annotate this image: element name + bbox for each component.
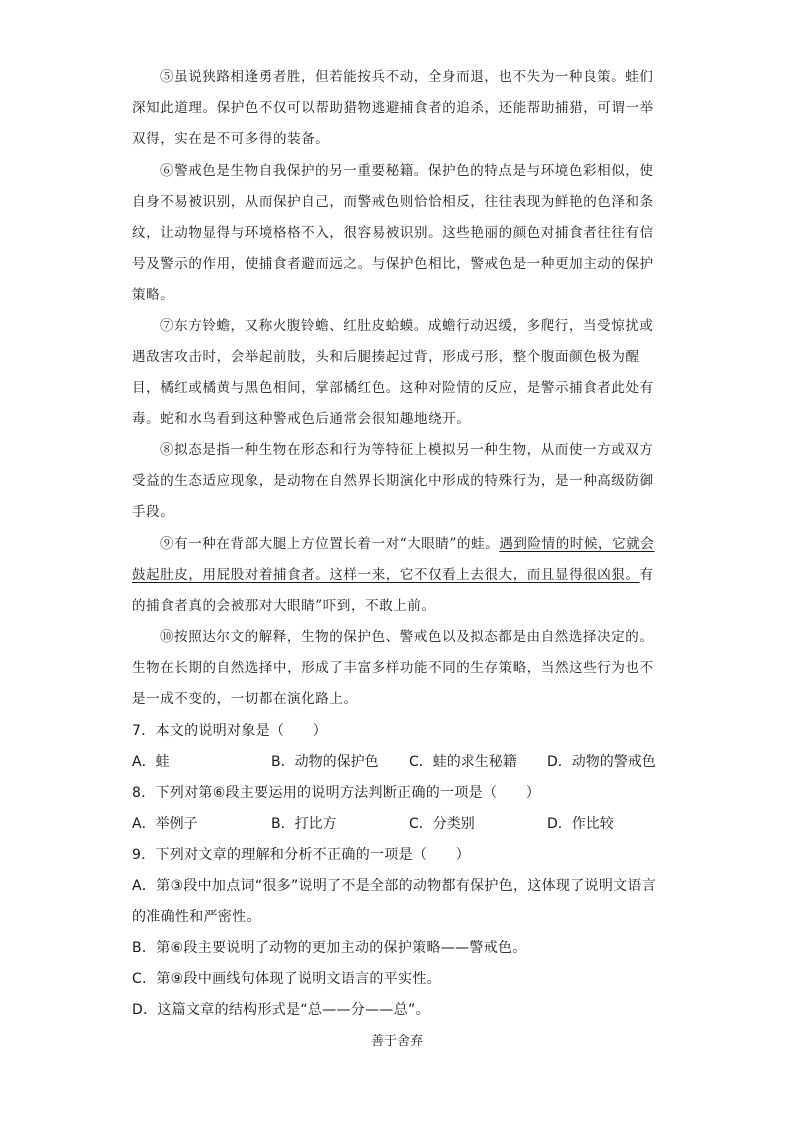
paragraph-line <box>132 560 652 591</box>
paragraph-line: 双得，实在是不可多得的装备。 <box>132 131 330 147</box>
question-7-option-a[interactable]: A．蛙 <box>132 754 170 770</box>
paragraph-line: 是一成不变的，一切都在演化路上。 <box>132 691 358 707</box>
paragraph-line: ⑦东方铃蟾，又称火腹铃蟾、红肚皮蛤蟆。成蟾行动迟缓，多爬行，当受惊扰或 <box>160 318 654 334</box>
question-9-option-c[interactable]: C．第⑨段中画线句体现了说明文语言的平实性。 <box>132 971 441 987</box>
question-8-option-c[interactable]: C．分类别 <box>409 816 475 832</box>
question-9-stem: 9．下列对文章的理解和分析不正确的一项是（ ） <box>132 847 471 863</box>
question-9-option-b[interactable]: B．第⑥段主要说明了动物的更加主动的保护策略——警戒色。 <box>132 940 527 956</box>
paragraph-line: ⑤虽说狭路相逢勇者胜，但若能按兵不动，全身而退，也不失为一种良策。蛙们 <box>160 69 654 85</box>
paragraph-line: 号及警示的作用，使捕食者避而远之。与保护色相比，警戒色是一种更加主动的保护 <box>132 256 654 272</box>
paragraph-9 <box>132 529 655 622</box>
paragraph-line: 的捕食者真的会被那对大眼睛”吓到，不敢上前。 <box>132 598 436 614</box>
paragraph-line: 纹，让动物显得与环境格格不入，很容易被识别。这些艳丽的颜色对捕食者往往有信 <box>132 225 654 241</box>
paragraph-line: 手段。 <box>132 504 175 520</box>
question-8-stem: 8．下列对第⑥段主要运用的说明方法判断正确的一项是（ ） <box>132 785 541 801</box>
paragraph-5 <box>132 62 652 155</box>
paragraph-10 <box>132 622 652 715</box>
question-9-option-a[interactable]: A．第③段中加点词“很多”说明了不是全部的动物都有保护色，这体现了说明文语言 <box>132 878 657 894</box>
paragraph-line: 策略。 <box>132 287 175 303</box>
paragraph-line: ⑩按照达尔文的解释，生物的保护色、警戒色以及拟态都是由自然选择决定的。 <box>160 629 654 645</box>
paragraph-line: 生物在长期的自然选择中，形成了丰富多样功能不同的生存策略，当然这些行为也不 <box>132 660 654 676</box>
paragraph-line: ⑥警戒色是生物自我保护的另一重要秘籍。保护色的特点是与环境色彩相似，使 <box>160 163 654 179</box>
paragraph-8 <box>132 435 652 528</box>
paragraph-line <box>132 529 655 560</box>
paragraph-line: 遇敌害攻击时，会举起前肢，头和后腿揍起过背，形成弓形，整个腹面颜色极为醒 <box>132 349 640 365</box>
paragraph-line: 受益的生态适应现象，是动物在自然界长期演化中形成的特殊行为，是一种高级防御 <box>132 473 654 489</box>
question-8-option-a[interactable]: A．举例子 <box>132 816 198 832</box>
question-9-option-d[interactable]: D．这篇文章的结构形式是“总——分——总”。 <box>132 1002 430 1018</box>
question-8-option-d[interactable]: D．作比较 <box>547 816 614 832</box>
question-7-option-c[interactable]: C．蛙的求生秘籍 <box>409 754 517 770</box>
question-7-option-d[interactable]: D．动物的警戒色 <box>547 754 656 770</box>
question-8-option-b[interactable]: B．打比方 <box>271 816 337 832</box>
plain-text: ⑨有一种在背部大腿上方位置长着一对“大眼睛”的蛙。 <box>160 536 500 552</box>
paragraph-line: ⑧拟态是指一种生物在形态和行为等特征上模拟另一种生物，从而使一方或双方 <box>160 442 654 458</box>
page-footer: 善于舍弃 <box>370 1034 423 1049</box>
paragraph-6 <box>132 156 652 311</box>
underlined-sentence: 鼓起肚皮，用屁股对着捕食者。这样一来，它不仅看上去很大，而且显得很凶狠。 <box>132 567 640 583</box>
question-7-option-b[interactable]: B．动物的保护色 <box>271 754 379 770</box>
paragraph-line: 深知此道理。保护色不仅可以帮助猎物逃避捕食者的追杀，还能帮助捕猎，可谓一举 <box>132 100 654 116</box>
plain-text: 有 <box>639 567 654 583</box>
paragraph-line: 自身不易被识别，从而保护自己，而警戒色则恰恰相反，往往表现为鲜艳的色泽和条 <box>132 194 654 210</box>
question-9-option-a-continued: 的准确性和严密性。 <box>132 909 261 925</box>
paragraph-line: 毒。蛇和水鸟看到这种警戒色后通常会很知趣地绕开。 <box>132 411 471 427</box>
paragraph-7 <box>132 311 652 435</box>
underlined-sentence: 遇到险情的时候，它就会 <box>499 536 655 552</box>
question-7-stem: 7．本文的说明对象是（ ） <box>132 723 328 739</box>
paragraph-line: 目，橘红或橘黄与黑色相间，掌部橘红色。这种对险情的反应，是警示捕食者此处有 <box>132 380 654 396</box>
